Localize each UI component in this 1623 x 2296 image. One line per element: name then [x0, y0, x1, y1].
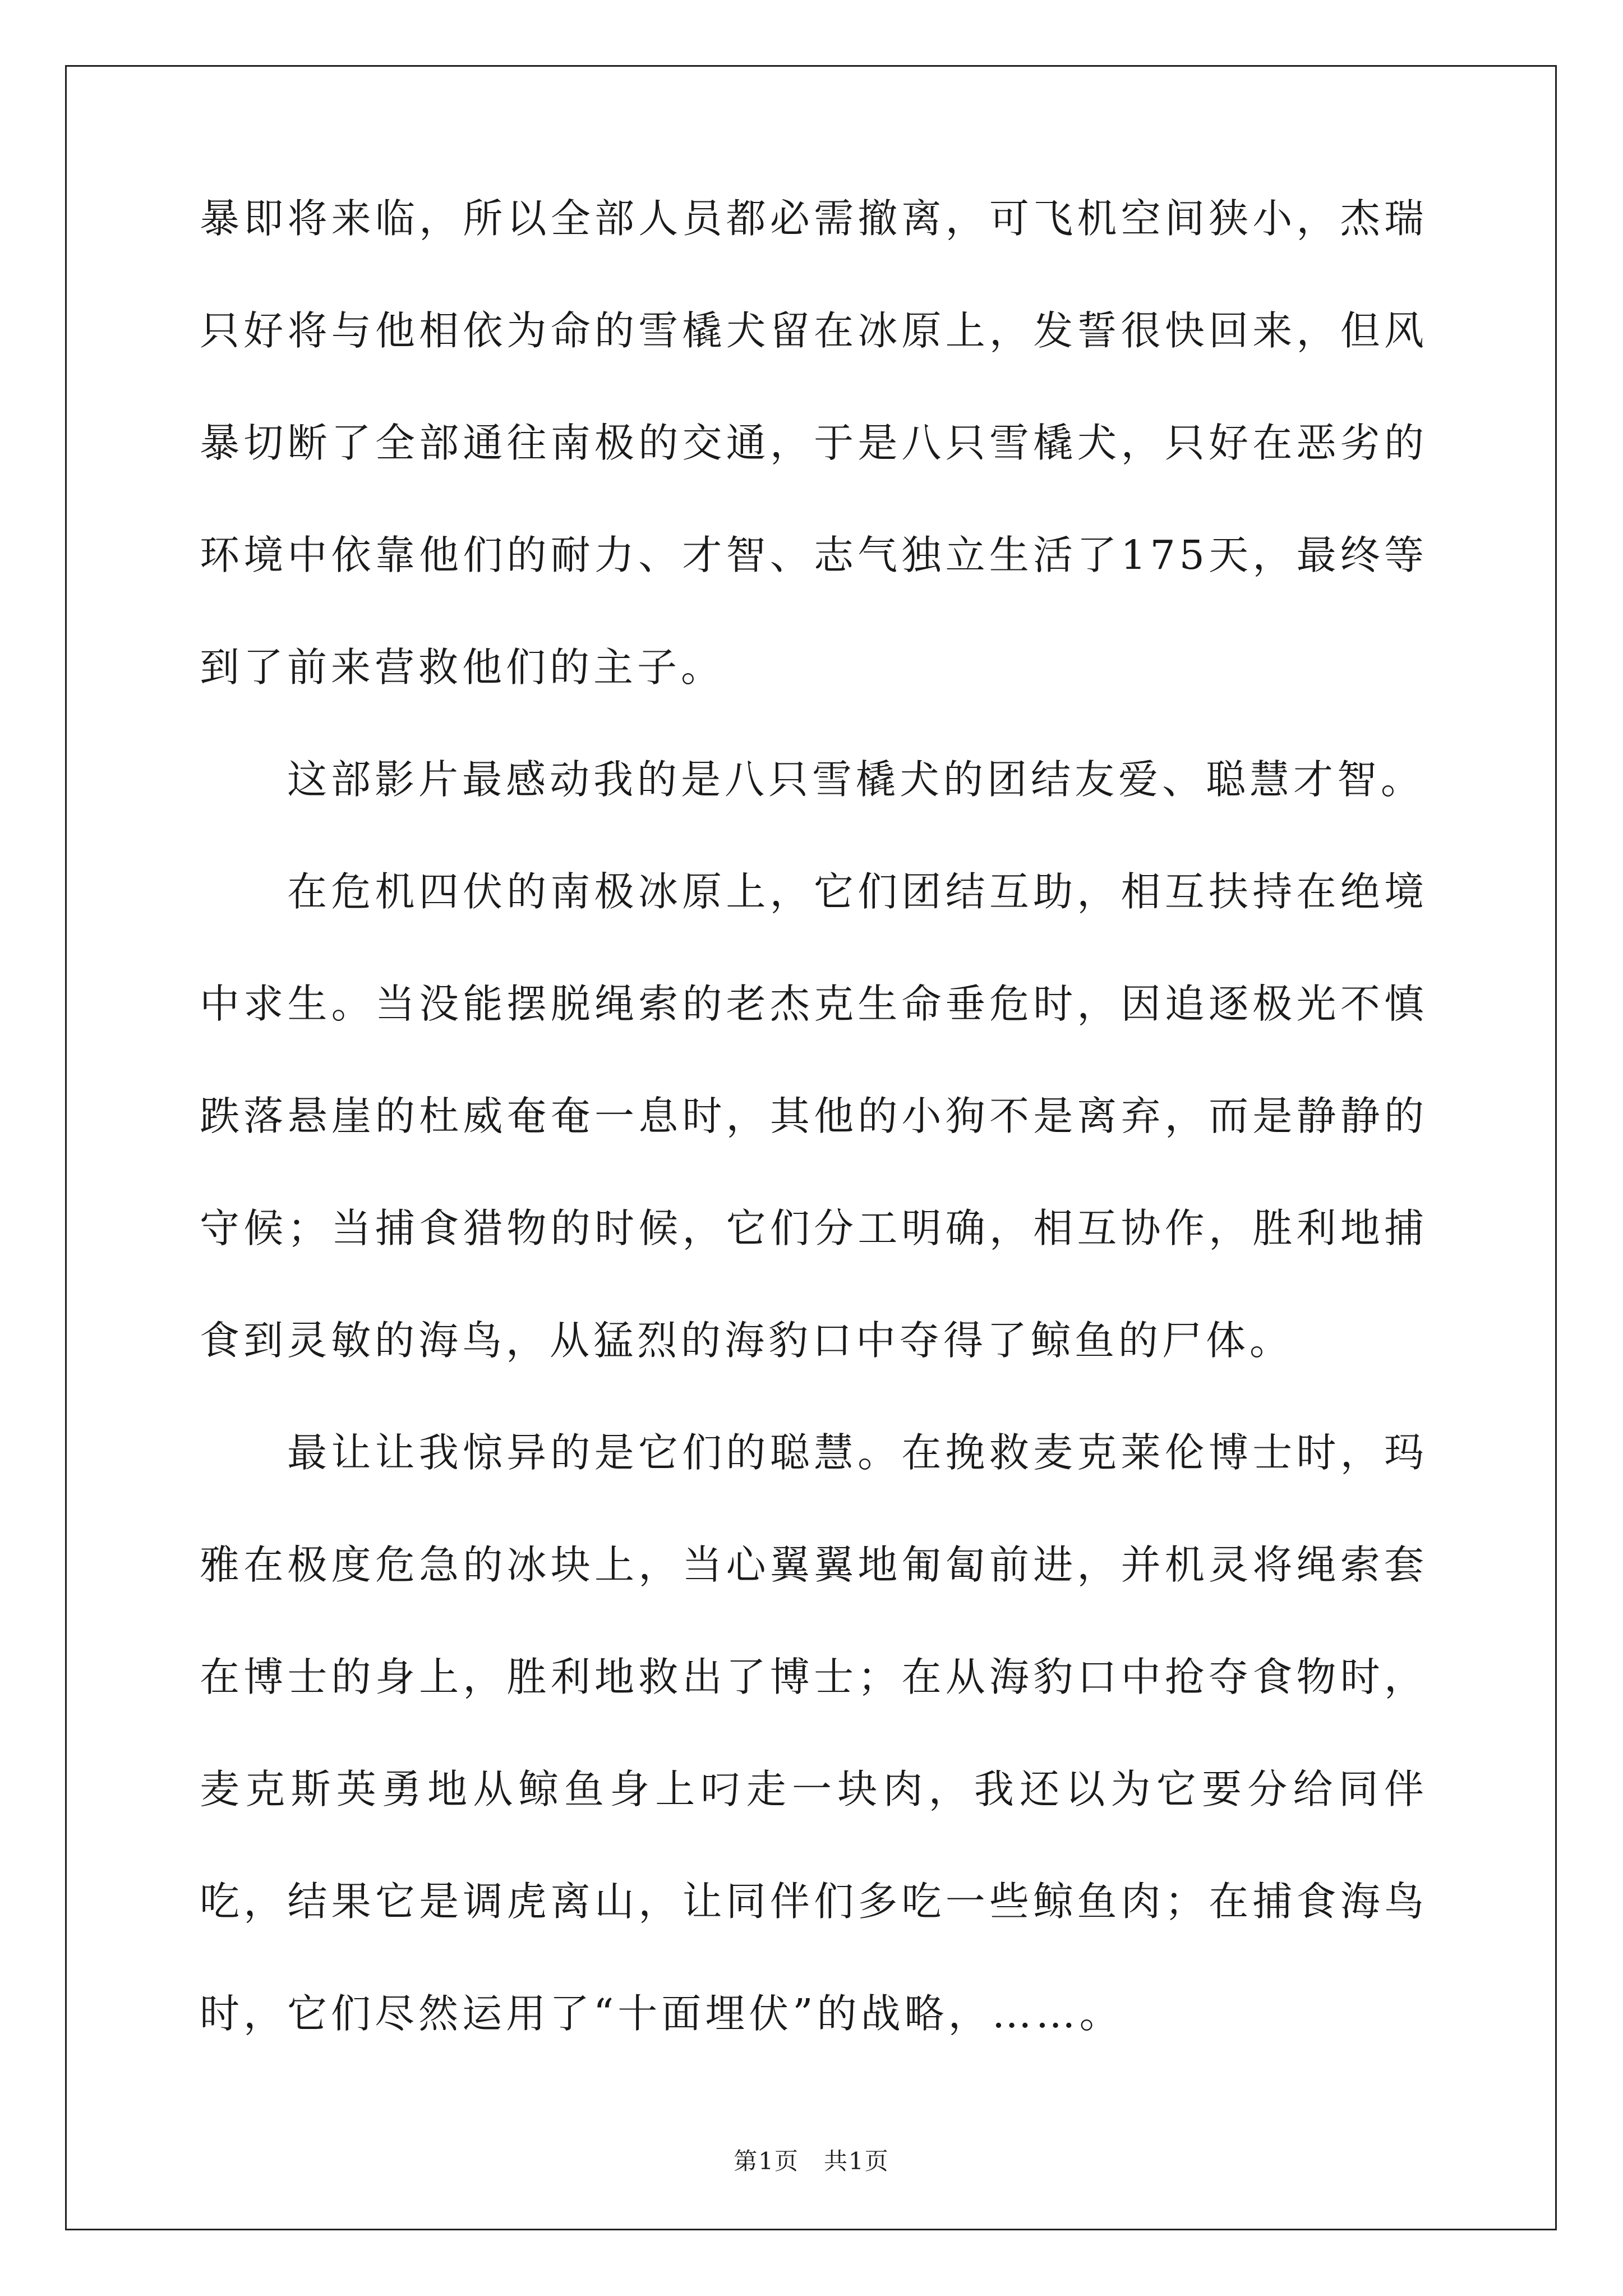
paragraph-1: 暴即将来临，所以全部人员都必需撤离，可飞机空间狭小，杰瑞只好将与他相依为命的雪橇犬留在冰原上，发誓很快回来，但风暴切断了全部通往南极的交通，于是八只雪橇犬，只好在恶劣的环境中依靠他们的耐力、才智、志气独立生活了175天，最终等到了前来营救他们的主子。	[200, 195, 1428, 691]
page-number-current: 第1页	[734, 2147, 799, 2175]
document-body	[200, 195, 1428, 2070]
paragraph-2: 这部影片最感动我的是八只雪橇犬的团结友爱、聪慧才智。	[287, 756, 1425, 803]
paragraph-3: 在危机四伏的南极冰原上，它们团结互助，相互扶持在绝境中求生。当没能摆脱绳索的老杰克生命垂危时，因追逐极光不慎跌落悬崖的杜威奄奄一息时，其他的小狗不是离弃，而是静静的守候；当捕食猎物的时候，它们分工明确，相互协作，胜利地捕食到灵敏的海鸟，从猛烈的海豹口中夺得了鲸鱼的尸体。	[200, 868, 1428, 1364]
page-number-total: 共1页	[824, 2147, 889, 2175]
page-footer	[0, 2143, 1623, 2177]
paragraph-4: 最让让我惊异的是它们的聪慧。在挽救麦克莱伦博士时，玛雅在极度危急的冰块上，当心翼翼地匍匐前进，并机灵将绳索套在博士的身上，胜利地救出了博士；在从海豹口中抢夺食物时，麦克斯英勇地从鲸鱼身上叼走一块肉，我还以为它要分给同伴吃，结果它是调虎离山，让同伴们多吃一些鲸鱼肉；在捕食海鸟时，它们尽然运用了“十面埋伏”的战略，……。	[200, 1429, 1428, 2037]
